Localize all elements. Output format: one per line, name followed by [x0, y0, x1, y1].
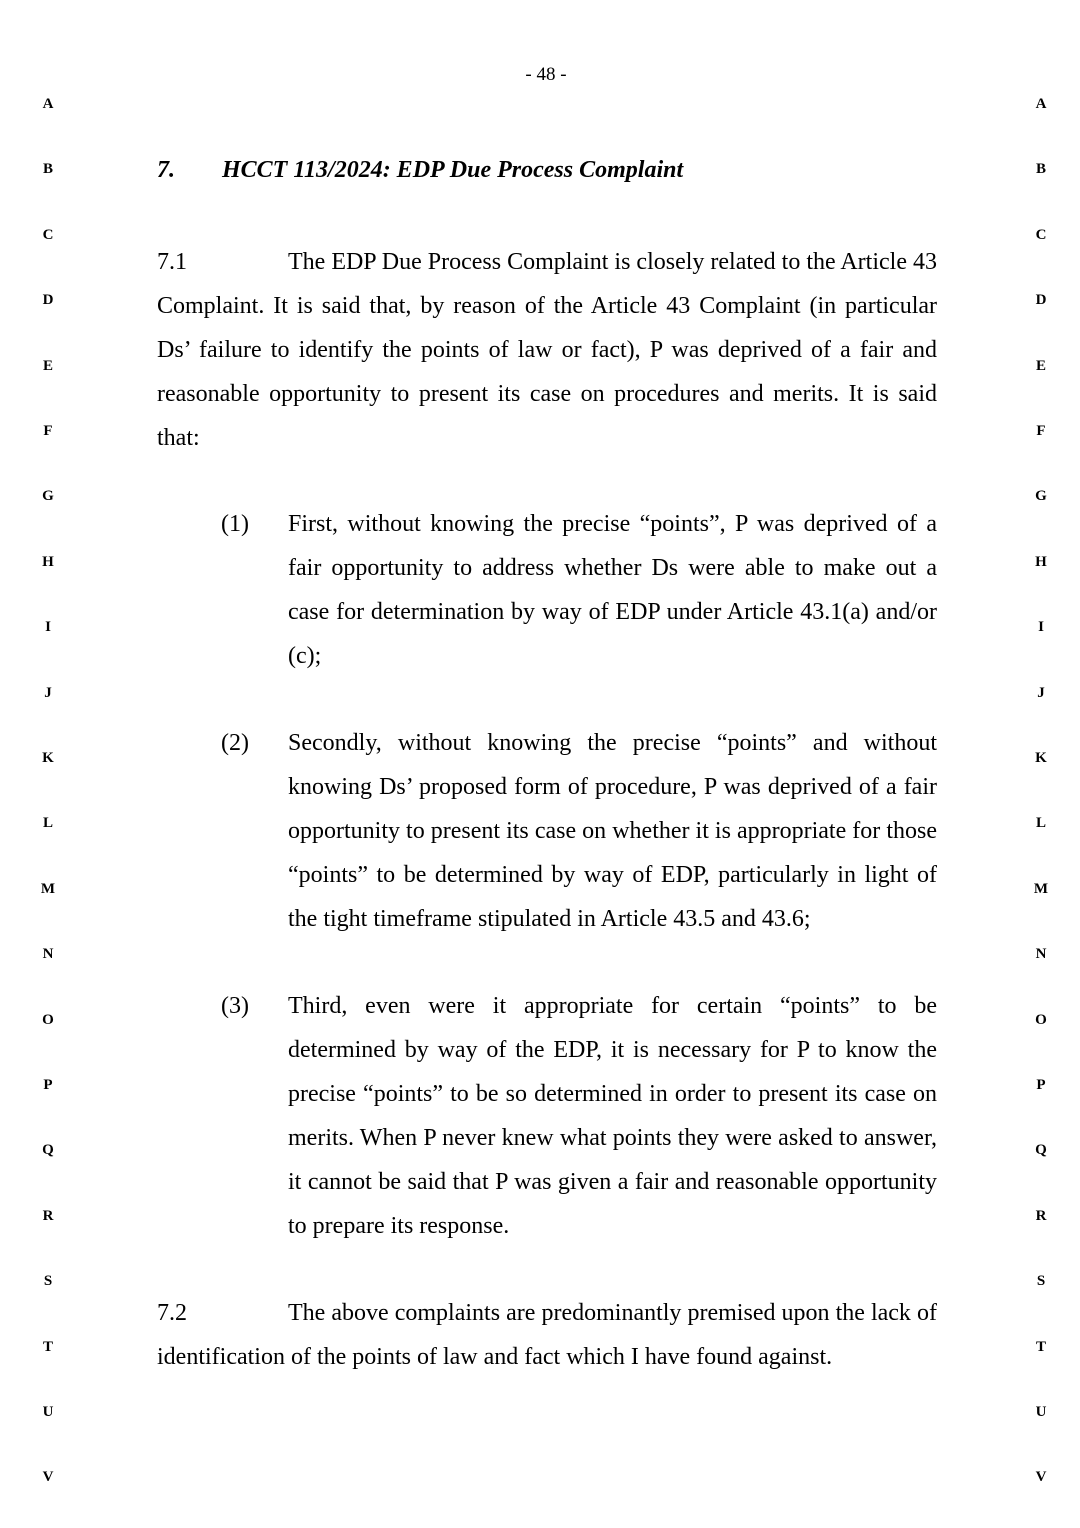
- sub-item-text: Third, even were it appropriate for certain “points” to be determined by way of the EDP, it is necessary for P to know the precise “points” to be so determined in order to present its case on merits. When P never knew what points they were asked to answer, it cannot be said that P was given a fair and reasonable opportunity to prepare its response.: [288, 993, 937, 1239]
- section-title: HCCT 113/2024: EDP Due Process Complaint: [222, 157, 684, 183]
- sub-item-2: [221, 721, 937, 941]
- margin-letter-left: E: [42, 357, 53, 374]
- margin-letter-right: B: [1035, 161, 1046, 178]
- margin-letter-left: F: [43, 423, 53, 439]
- margin-letter-right: U: [1035, 1404, 1047, 1420]
- margin-letter-right: L: [1035, 815, 1046, 832]
- sub-item-number: (2): [221, 730, 249, 756]
- margin-letter-right: G: [1035, 488, 1047, 505]
- margin-letter-right: O: [1035, 1011, 1047, 1028]
- right-margin-letters: [1031, 0, 1051, 1528]
- paragraph-text: The above complaints are predominantly premised upon the lack of identification of the points of law and fact which I have found against.: [157, 1300, 937, 1370]
- sub-item-number: (3): [221, 993, 249, 1019]
- margin-letter-left: U: [42, 1404, 54, 1420]
- margin-letter-right: H: [1035, 553, 1047, 570]
- margin-letter-right: E: [1035, 357, 1046, 374]
- margin-letter-left: K: [42, 750, 54, 766]
- margin-letter-right: I: [1038, 619, 1044, 636]
- paragraph-number: 7.2: [157, 1300, 187, 1326]
- margin-letter-right: J: [1037, 684, 1045, 701]
- sub-item-number: (1): [221, 511, 249, 537]
- margin-letter-left: L: [42, 815, 53, 832]
- margin-letter-left: O: [42, 1011, 54, 1028]
- margin-letter-right: P: [1036, 1077, 1046, 1093]
- margin-letter-left: D: [42, 292, 54, 309]
- margin-letter-left: C: [42, 226, 54, 243]
- margin-letter-left: S: [43, 1273, 53, 1290]
- margin-letter-right: Q: [1035, 1142, 1047, 1159]
- margin-letter-left: P: [43, 1077, 53, 1093]
- margin-letter-left: I: [45, 619, 51, 636]
- margin-letter-right: R: [1035, 1207, 1047, 1224]
- margin-letter-left: M: [40, 880, 56, 897]
- margin-letter-right: N: [1035, 946, 1047, 963]
- margin-letter-right: K: [1035, 750, 1047, 766]
- paragraph-7-1: [157, 240, 937, 460]
- paragraph-text: The EDP Due Process Complaint is closely related to the Article 43 Complaint. It is said that, by reason of the Article 43 Complaint (in particular Ds’ failure to identify the points of law or fact), P was deprived of a fair and reasonable opportunity to present its case on procedures and merits. It is said that:: [157, 249, 937, 451]
- left-margin-letters: [38, 0, 58, 1528]
- margin-letter-left: Q: [42, 1142, 54, 1159]
- sub-item-1: [221, 502, 937, 678]
- margin-letter-left: J: [44, 684, 52, 701]
- sub-item-3: [221, 984, 937, 1248]
- margin-letter-left: T: [42, 1338, 53, 1355]
- margin-letter-right: M: [1033, 880, 1049, 897]
- margin-letter-right: A: [1035, 96, 1047, 112]
- margin-letter-right: S: [1036, 1273, 1046, 1290]
- section-number: 7.: [157, 157, 175, 183]
- margin-letter-right: D: [1035, 292, 1047, 309]
- margin-letter-left: H: [42, 553, 54, 570]
- sub-item-text: Secondly, without knowing the precise “points” and without knowing Ds’ proposed form of procedure, P was deprived of a fair opportunity to present its case on whether it is appropriate for those “points” to be determined by way of EDP, particularly in light of the tight timeframe stipulated in Article 43.5 and 43.6;: [288, 730, 937, 932]
- paragraph-7-2: [157, 1291, 937, 1379]
- margin-letter-left: G: [42, 488, 54, 505]
- margin-letter-left: A: [42, 96, 54, 112]
- margin-letter-right: V: [1035, 1469, 1047, 1486]
- margin-letter-right: C: [1035, 226, 1047, 243]
- margin-letter-right: F: [1036, 423, 1046, 439]
- margin-letter-left: N: [42, 946, 54, 963]
- margin-letter-left: R: [42, 1207, 54, 1224]
- margin-letter-right: T: [1035, 1338, 1046, 1355]
- margin-letter-left: V: [42, 1469, 54, 1486]
- sub-item-text: First, without knowing the precise “points”, P was deprived of a fair opportunity to address whether Ds were able to make out a case for determination by way of EDP under Article 43.1(a) and/or (c);: [288, 511, 937, 669]
- section-heading: [157, 157, 683, 184]
- margin-letter-left: B: [42, 161, 53, 178]
- page-number: - 48 -: [525, 64, 567, 85]
- paragraph-number: 7.1: [157, 249, 187, 275]
